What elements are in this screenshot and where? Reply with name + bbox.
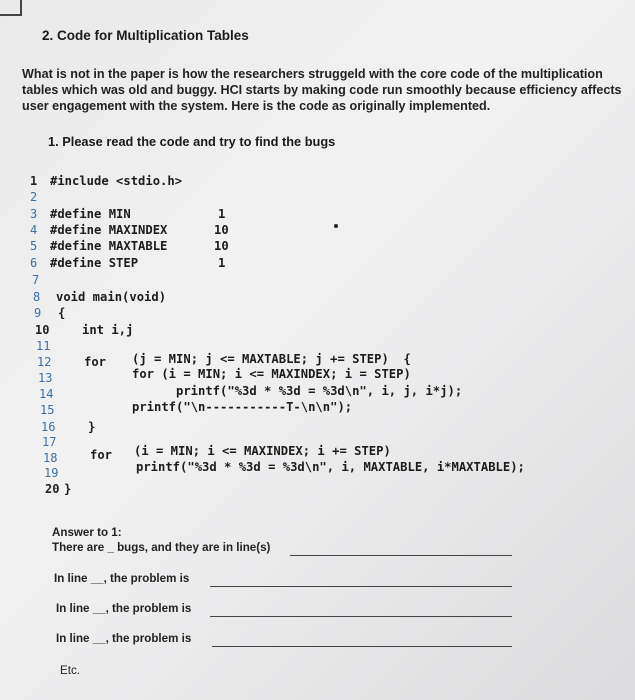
code-line-1: #include <stdio.h>: [50, 174, 183, 188]
line-number: 13: [38, 371, 53, 385]
code-line-10: int i,j: [82, 323, 134, 337]
define-value: 1: [218, 207, 226, 221]
define-value: 1: [218, 256, 226, 270]
line-number: 1: [30, 174, 38, 188]
code-line-8: void main(void): [56, 290, 167, 304]
code-line-5: #define MAXTABLE: [50, 239, 168, 253]
answer-blank-line[interactable]: [212, 646, 512, 647]
line-number: 14: [39, 387, 54, 401]
define-value: 10: [214, 239, 229, 253]
answer-line-prompt: In line __, the problem is: [56, 632, 192, 645]
code-line-20: }: [64, 482, 72, 496]
code-line-14: printf("%3d * %3d = %3d\n", i, j, i*j);: [176, 384, 463, 398]
code-line-4: #define MAXINDEX: [50, 223, 168, 237]
etc-text: Etc.: [60, 664, 80, 677]
section-title: 2. Code for Multiplication Tables: [42, 28, 249, 43]
code-line-6: #define STEP: [50, 256, 139, 270]
answer-blank-line[interactable]: [210, 616, 512, 617]
task-instruction: 1. Please read the code and try to find the bugs: [48, 134, 336, 149]
line-number: 11: [36, 339, 51, 353]
code-line-18: (i = MIN; i <= MAXINDEX; i += STEP): [134, 444, 391, 458]
line-number: 17: [42, 435, 57, 449]
line-number: 7: [32, 273, 40, 287]
line-number: 16: [41, 420, 56, 434]
line-number: 10: [35, 323, 50, 337]
code-line-3: #define MIN: [50, 207, 131, 221]
line-number: 20: [45, 482, 60, 496]
line-number: 5: [30, 239, 38, 253]
line-number: 15: [40, 403, 55, 417]
line-number: 8: [33, 290, 41, 304]
code-line-12: (j = MIN; j <= MAXTABLE; j += STEP) {: [132, 352, 411, 366]
line-number: 9: [34, 306, 42, 320]
page-corner-mark: [0, 0, 22, 16]
code-line-13: for (i = MIN; i <= MAXINDEX; i = STEP): [132, 367, 411, 381]
line-number: 6: [30, 256, 38, 270]
line-number: 18: [43, 451, 58, 465]
answer-header: Answer to 1:: [52, 526, 122, 539]
answer-line-prompt: In line __, the problem is: [56, 602, 192, 615]
answer-line-prompt: In line __, the problem is: [54, 572, 190, 585]
code-line-15: printf("\n-----------T-\n\n");: [132, 400, 353, 414]
answer-blank-line[interactable]: [210, 586, 512, 587]
line-number: 2: [30, 190, 38, 204]
code-line-18-keyword: for: [90, 448, 113, 462]
code-line-19: printf("%3d * %3d = %3d\n", i, MAXTABLE, i*MAXTABLE);: [136, 460, 525, 474]
code-line-16: }: [88, 420, 96, 434]
code-line-9: {: [58, 306, 66, 320]
line-number: 3: [30, 207, 38, 221]
answer-summary: There are _ bugs, and they are in line(s): [52, 541, 271, 554]
intro-paragraph: What is not in the paper is how the researchers struggeld with the core code of the multiplication tables which was old and buggy. HCI starts by making code run smoothly because efficiency affects user engagement with the system. Here is the code as originally implemented.: [22, 67, 622, 113]
answer-blank-line[interactable]: [290, 555, 512, 556]
code-line-12-keyword: for: [84, 355, 107, 369]
line-number: 4: [30, 223, 38, 237]
line-number: 19: [44, 466, 59, 480]
line-number: 12: [37, 355, 52, 369]
define-value: 10: [214, 223, 229, 237]
stray-mark: [334, 224, 338, 228]
